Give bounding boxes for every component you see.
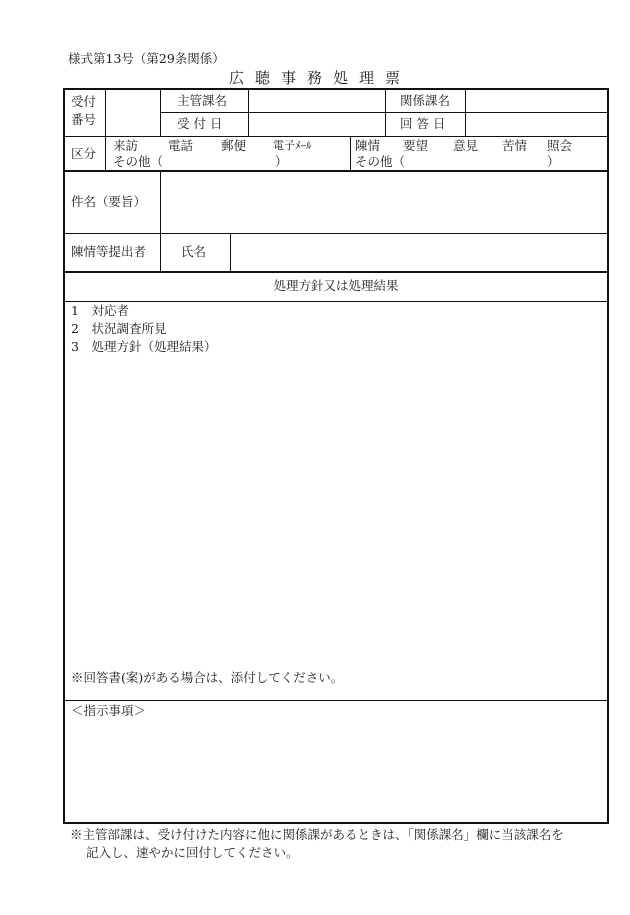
category-opinion[interactable]: 意見 (453, 138, 479, 153)
footer-line-1: ※主管部課は、受け付けた内容に他に関係課があるときは、「関係課名」欄に当該課名を (70, 827, 564, 842)
result-heading: 処理方針又は処理結果 (273, 278, 399, 293)
receipt-date-label: 受 付 日 (177, 116, 223, 131)
category-request[interactable]: 要望 (403, 138, 429, 153)
category-visit[interactable]: 来訪 (113, 138, 139, 153)
result-items (71, 302, 216, 356)
category-right-other-open: その他（ (355, 154, 406, 169)
processing-form (63, 88, 609, 824)
instructions-label: ＜指示事項＞ (71, 703, 147, 718)
category-email[interactable]: 電子ﾒｰﾙ (273, 139, 312, 152)
subject-field[interactable] (161, 172, 609, 233)
divider (350, 137, 351, 170)
divider (385, 90, 386, 137)
divider (160, 90, 161, 137)
result-item-policy: 3 処理方針（処理結果） (71, 339, 217, 354)
subject-label: 件名（要旨） (71, 194, 147, 209)
result-item-investigation: 2 状況調査所見 (71, 321, 167, 336)
receipt-date-field[interactable] (249, 114, 385, 135)
page-title: 広聴事務処理票 (228, 69, 411, 87)
category-other-close: ） (275, 154, 288, 169)
result-item-responder: 1 対応者 (71, 303, 129, 318)
result-text-area[interactable] (65, 358, 609, 658)
divider (105, 90, 106, 137)
category-label: 区分 (71, 146, 97, 161)
divider (65, 700, 607, 701)
category-mail[interactable]: 郵便 (221, 138, 247, 153)
divider (160, 112, 609, 113)
instructions-text-area[interactable] (65, 722, 609, 822)
category-inquiry[interactable]: 照会 (547, 138, 573, 153)
reception-number-label: 受付 番号 (71, 94, 97, 127)
related-dept-field[interactable] (466, 92, 609, 112)
divider (105, 137, 106, 170)
footer-line-2: 記入し、速やかに回付してください。 (86, 845, 299, 860)
result-heading-bar (65, 271, 607, 301)
category-other-open: その他（ (113, 154, 164, 169)
result-attachment-note: ※回答書(案)がある場合は、添付してください。 (71, 670, 344, 685)
reply-date-label: 回 答 日 (400, 116, 446, 131)
petitioner-label: 陳情等提出者 (71, 244, 147, 259)
category-right-other-field[interactable] (417, 153, 543, 169)
category-other-field[interactable] (175, 153, 271, 169)
form-number-note: 様式第13号（第29条関係） (68, 51, 225, 66)
category-complaint[interactable]: 苦情 (502, 138, 528, 153)
petitioner-name-label: 氏名 (181, 244, 207, 259)
category-phone[interactable]: 電話 (168, 138, 194, 153)
category-right-other-close: ） (547, 154, 560, 169)
reply-date-field[interactable] (466, 114, 609, 135)
related-dept-label: 関係課名 (400, 93, 451, 108)
category-petition[interactable]: 陳情 (355, 138, 381, 153)
main-dept-label: 主管課名 (177, 93, 228, 108)
petitioner-name-field[interactable] (231, 234, 609, 271)
footer-note (70, 826, 615, 862)
main-dept-field[interactable] (249, 92, 385, 112)
